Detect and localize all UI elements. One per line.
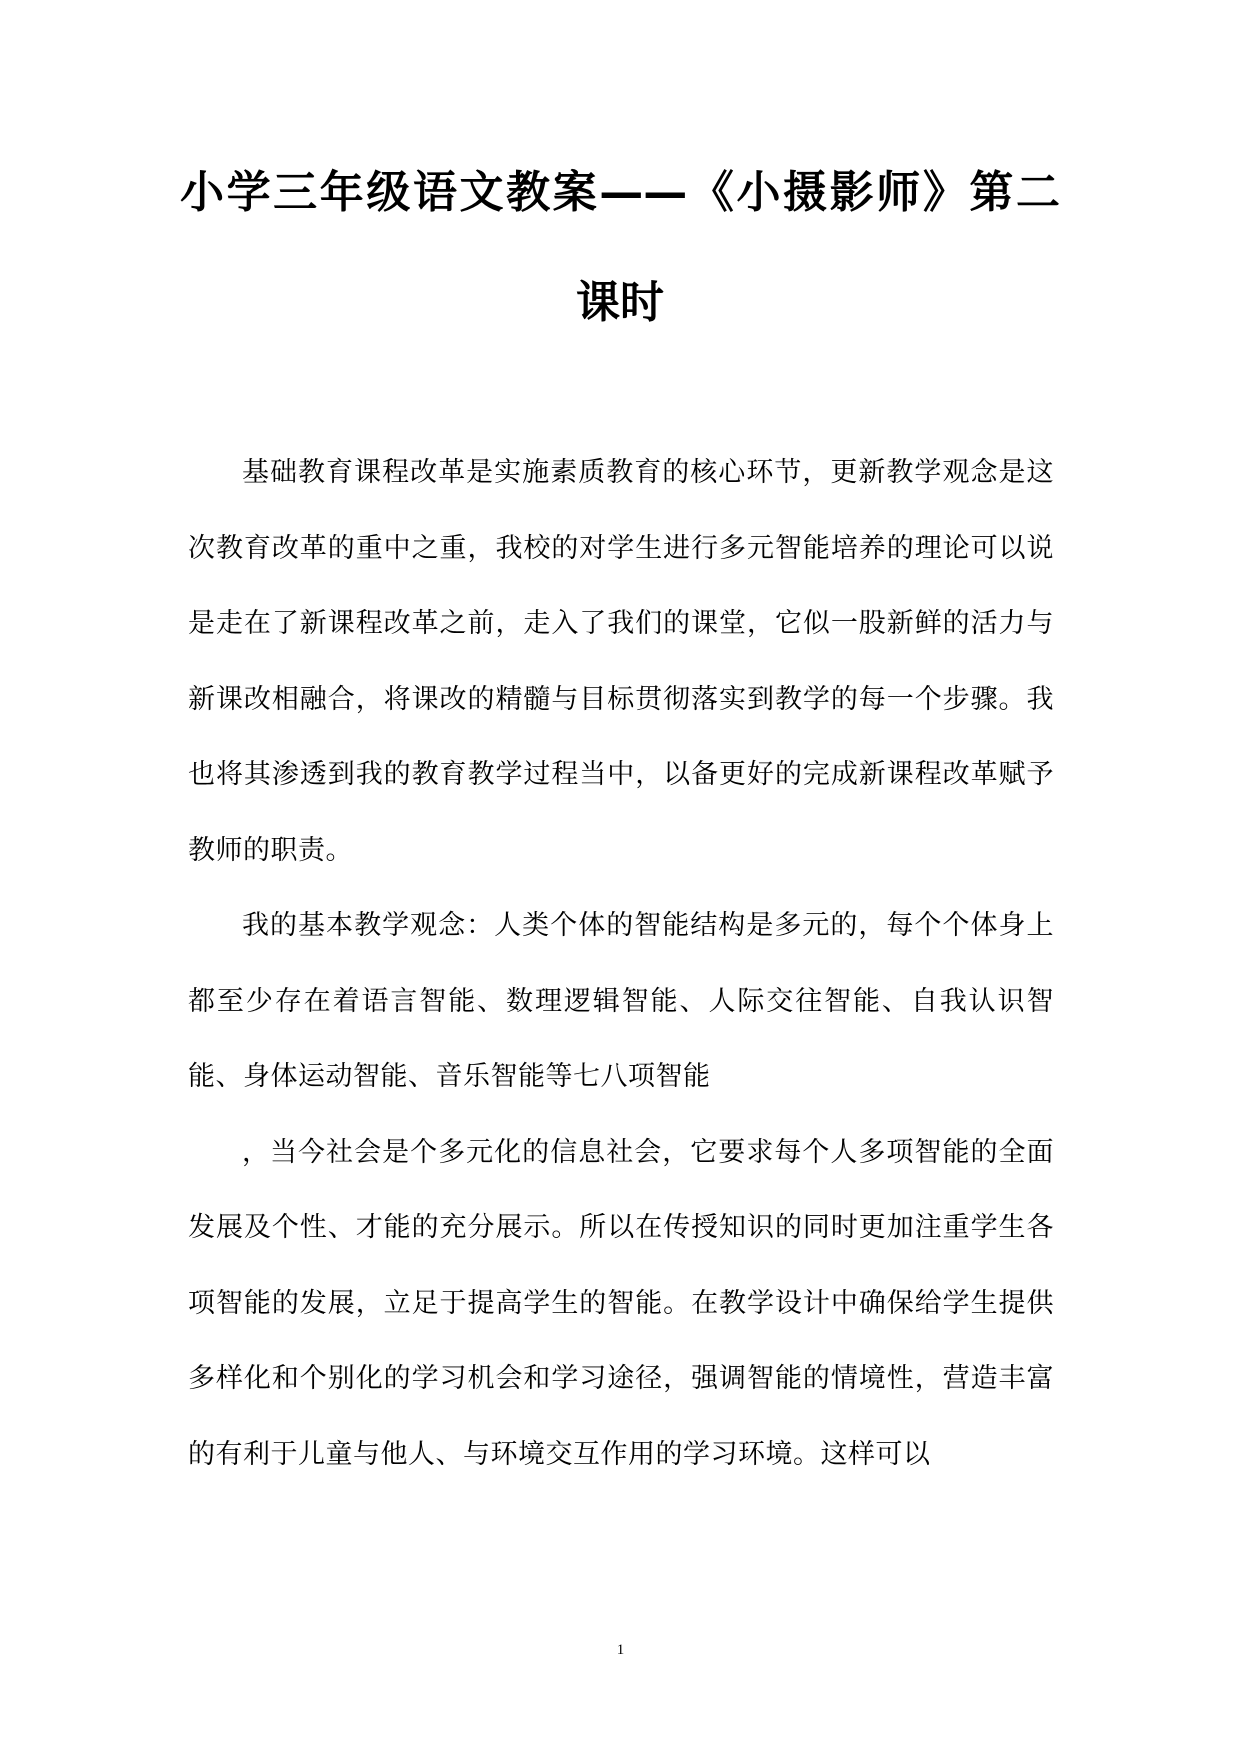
document-body — [188, 435, 1054, 1492]
document-title — [180, 138, 1060, 358]
paragraph: ，当今社会是个多元化的信息社会，它要求每个人多项智能的全面发展及个性、才能的充分展示。所以在传授知识的同时更加注重学生各项智能的发展，立足于提高学生的智能。在教学设计中确保给学生提供多样化和个别化的学习机会和学习途径，强调智能的情境性，营造丰富的有利于儿童与他人、与环境交互作用的学习环境。这样可以 — [188, 1136, 1054, 1470]
title-line-2: 课时 — [576, 277, 664, 328]
title-line-1: 小学三年级语文教案——《小摄影师》第二 — [180, 167, 1060, 218]
page-number: 1 — [616, 1642, 625, 1658]
paragraph: 基础教育课程改革是实施素质教育的核心环节，更新教学观念是这次教育改革的重中之重，我校的对学生进行多元智能培养的理论可以说是走在了新课程改革之前，走入了我们的课堂，它似一股新鲜的活力与新课改相融合，将课改的精髓与目标贯彻落实到教学的每一个步骤。我也将其渗透到我的教育教学过程当中，以备更好的完成新课程改革赋予教师的职责。 — [188, 457, 1054, 866]
paragraph: 我的基本教学观念：人类个体的智能结构是多元的，每个个体身上都至少存在着语言智能、数理逻辑智能、人际交往智能、自我认识智能、身体运动智能、音乐智能等七八项智能 — [188, 910, 1054, 1092]
